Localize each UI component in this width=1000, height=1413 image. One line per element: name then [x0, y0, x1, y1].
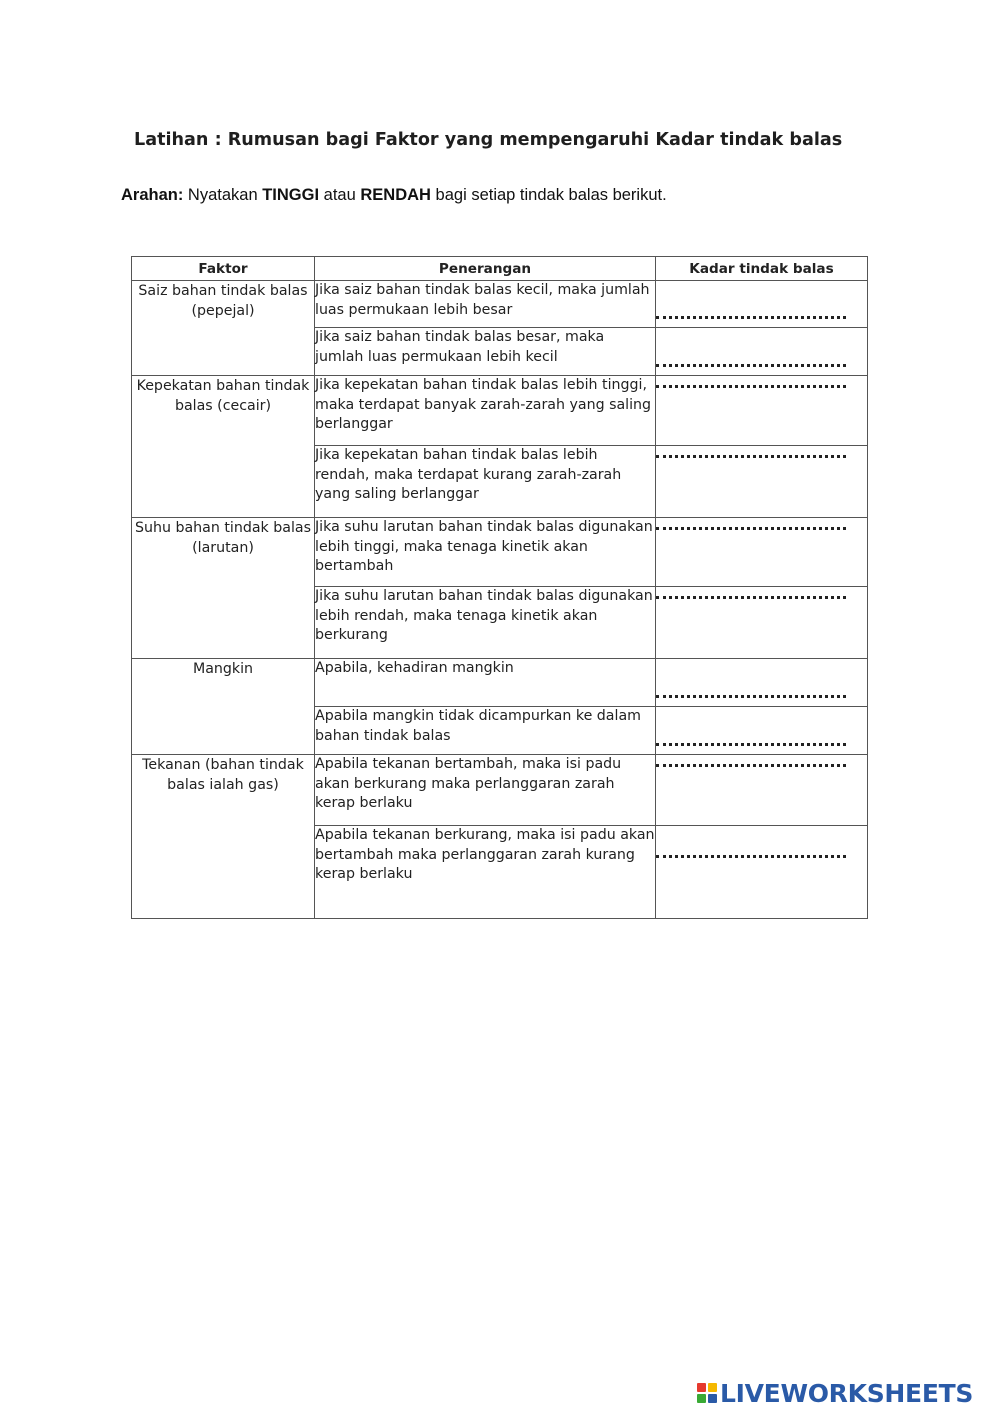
header-kadar: Kadar tindak balas — [656, 257, 868, 281]
instruction-text-2: atau — [319, 186, 361, 204]
instruction-text-1: Nyatakan — [183, 186, 263, 204]
answer-blank[interactable] — [656, 362, 846, 367]
liveworksheets-logo — [697, 1378, 973, 1408]
description-cell: Jika kepekatan bahan tindak balas lebih rendah, maka terdapat kurang zarah-zarah yang saling berlanggar — [315, 446, 656, 518]
answer-cell[interactable] — [656, 518, 868, 587]
answer-blank[interactable] — [656, 383, 846, 388]
description-cell: Apabila tekanan berkurang, maka isi padu akan bertambah maka perlanggaran zarah kurang kerap berlaku — [315, 826, 656, 919]
table-row — [132, 376, 868, 446]
header-penerangan: Penerangan — [315, 257, 656, 281]
answer-cell[interactable] — [656, 376, 868, 446]
answer-blank[interactable] — [656, 693, 846, 698]
factor-mangkin: Mangkin — [132, 659, 315, 755]
factor-kepekatan: Kepekatan bahan tindak balas (cecair) — [132, 376, 315, 518]
description-cell: Apabila tekanan bertambah, maka isi padu akan berkurang maka perlanggaran zarah kerap berlaku — [315, 755, 656, 826]
instruction-label: Arahan: — [121, 186, 184, 204]
answer-cell[interactable] — [656, 446, 868, 518]
answer-blank[interactable] — [656, 594, 846, 599]
description-cell: Jika kepekatan bahan tindak balas lebih tinggi, maka terdapat banyak zarah-zarah yang saling berlanggar — [315, 376, 656, 446]
answer-blank[interactable] — [656, 453, 846, 458]
description-cell: Jika suhu larutan bahan tindak balas digunakan lebih tinggi, maka tenaga kinetik akan bertambah — [315, 518, 656, 587]
logo-square-green — [697, 1394, 706, 1403]
instruction-keyword-rendah: RENDAH — [360, 186, 431, 204]
answer-blank[interactable] — [656, 853, 846, 858]
table-header-row — [132, 257, 868, 281]
factors-table — [131, 256, 868, 919]
factor-suhu: Suhu bahan tindak balas (larutan) — [132, 518, 315, 659]
description-cell: Jika saiz bahan tindak balas kecil, maka jumlah luas permukaan lebih besar — [315, 281, 656, 328]
logo-grid-icon — [697, 1383, 717, 1403]
answer-cell[interactable] — [656, 755, 868, 826]
logo-square-red — [697, 1383, 706, 1392]
answer-blank[interactable] — [656, 762, 846, 767]
worksheet-title: Latihan : Rumusan bagi Faktor yang mempengaruhi Kadar tindak balas — [134, 130, 843, 150]
answer-cell[interactable] — [656, 707, 868, 755]
table-row — [132, 659, 868, 707]
instruction — [121, 186, 667, 205]
logo-square-blue — [708, 1394, 717, 1403]
instruction-text-3: bagi setiap tindak balas berikut. — [430, 186, 667, 204]
logo-text: LIVEWORKSHEETS — [720, 1378, 974, 1408]
table-row — [132, 755, 868, 826]
instruction-keyword-tinggi: TINGGI — [262, 186, 320, 204]
logo-square-yellow — [708, 1383, 717, 1392]
answer-blank[interactable] — [656, 741, 846, 746]
answer-cell[interactable] — [656, 826, 868, 919]
answer-cell[interactable] — [656, 281, 868, 328]
answer-cell[interactable] — [656, 328, 868, 376]
description-cell: Jika suhu larutan bahan tindak balas digunakan lebih rendah, maka tenaga kinetik akan berkurang — [315, 587, 656, 659]
factor-saiz: Saiz bahan tindak balas (pepejal) — [132, 281, 315, 376]
answer-cell[interactable] — [656, 659, 868, 707]
description-cell: Apabila, kehadiran mangkin — [315, 659, 656, 707]
table-row — [132, 281, 868, 328]
header-faktor: Faktor — [132, 257, 315, 281]
answer-cell[interactable] — [656, 587, 868, 659]
description-cell: Apabila mangkin tidak dicampurkan ke dalam bahan tindak balas — [315, 707, 656, 755]
description-cell: Jika saiz bahan tindak balas besar, maka jumlah luas permukaan lebih kecil — [315, 328, 656, 376]
factor-tekanan: Tekanan (bahan tindak balas ialah gas) — [132, 755, 315, 919]
table-row — [132, 518, 868, 587]
answer-blank[interactable] — [656, 525, 846, 530]
answer-blank[interactable] — [656, 314, 846, 319]
